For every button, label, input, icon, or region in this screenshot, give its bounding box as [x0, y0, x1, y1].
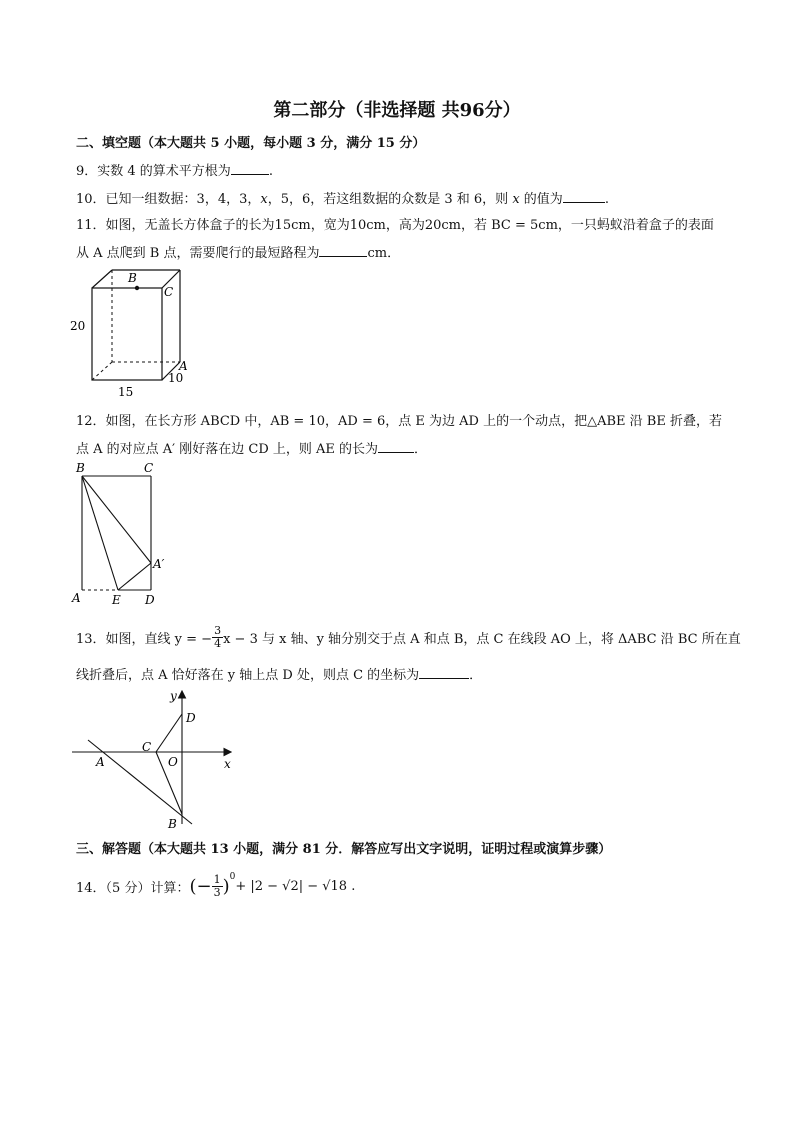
- label-c: C: [164, 285, 174, 299]
- answer-blank-12[interactable]: [378, 440, 414, 453]
- label-o: O: [168, 755, 178, 769]
- label-a-prime: A′: [153, 557, 165, 571]
- label-d: D: [186, 711, 196, 725]
- question-13-line1: [76, 622, 741, 652]
- q14-right-paren: ): [222, 875, 230, 897]
- question-11-line2: [76, 242, 400, 261]
- q14-left-paren: (−: [189, 875, 212, 897]
- q12-end: ．: [414, 442, 428, 457]
- question-11-line1: 11．如图，无盖长方体盒子的长为15cm，宽为10cm，高为20cm，若 BC = 5cm，一只蚂蚁沿着盒子的表面: [76, 218, 714, 233]
- label-x: x: [224, 757, 231, 771]
- frac-numerator: 3: [214, 623, 222, 637]
- label-a: A: [72, 591, 81, 605]
- question-10: [76, 188, 609, 207]
- q13-line1-b: x − 3 与 x 轴、y 轴分别交于点 A 和点 B，点 C 在线段 AO 上，将 ΔABC 沿 BC 所在直: [223, 631, 741, 647]
- point-b-dot: [135, 286, 139, 290]
- section-solve-heading: 三、解答题（本大题共 13 小题，满分 81 分．解答应写出文字说明，证明过程或演算步骤）: [76, 842, 612, 857]
- q10-part-b: ，5，6，若这组数据的众数是 3 和 6，则: [267, 192, 513, 207]
- label-c: C: [144, 461, 154, 475]
- label-y: y: [170, 689, 177, 703]
- label-b: B: [168, 817, 177, 830]
- q14-expression: + |2 − √2| − √18 .: [235, 878, 356, 894]
- q10-var-x-2: x: [512, 192, 520, 207]
- figure-box: [66, 262, 206, 398]
- answer-blank-9[interactable]: [231, 162, 269, 175]
- fraction-one-third: [212, 874, 223, 899]
- question-13-line2: [76, 664, 482, 683]
- box-front-face: [92, 288, 162, 380]
- question-9-end: .: [268, 164, 273, 179]
- label-d: D: [145, 593, 155, 607]
- q12-line2-text: 点 A 的对应点 A′ 刚好落在边 CD 上，则 AE 的长为: [76, 442, 379, 457]
- q14-exponent: 0: [229, 872, 236, 882]
- q13-line1-a: 13．如图，直线 y = −: [76, 631, 213, 647]
- question-9-text: 9．实数 4 的算术平方根为: [76, 164, 231, 179]
- label-a: A: [179, 359, 188, 373]
- label-e: E: [112, 593, 121, 607]
- label-b: B: [76, 461, 85, 475]
- fraction-three-fourths: [212, 625, 223, 650]
- q11-unit: cm．: [367, 246, 401, 261]
- q13-line2-text: 线折叠后，点 A 恰好落在 y 轴上点 D 处，则点 C 的坐标为: [76, 668, 420, 683]
- answer-blank-13[interactable]: [419, 666, 469, 679]
- frac-numerator: 1: [213, 872, 221, 886]
- label-height: 20: [70, 319, 86, 333]
- label-width: 10: [168, 371, 184, 385]
- label-length: 15: [118, 385, 134, 398]
- page-title: 第二部分（非选择题 共96分）: [273, 100, 521, 121]
- q10-var-x: x: [260, 192, 268, 207]
- figure-coordinate: [66, 684, 246, 830]
- answer-blank-11[interactable]: [319, 244, 367, 257]
- section-fill-in-heading: 二、填空题（本大题共 5 小题，每小题 3 分，满分 15 分）: [76, 136, 426, 151]
- frac-denominator: 4: [214, 636, 222, 650]
- question-12-line1: 12．如图，在长方形 ABCD 中，AB = 10，AD = 6，点 E 为边 AD 上的一个动点，把△ABE 沿 BE 折叠，若: [76, 414, 722, 429]
- question-12-line2: [76, 438, 427, 457]
- q13-end: ．: [469, 668, 483, 683]
- label-a: A: [96, 755, 105, 769]
- question-14: [76, 868, 355, 904]
- answer-blank-10[interactable]: [563, 190, 605, 203]
- question-9: [76, 160, 273, 179]
- figure-rectangle: [66, 460, 186, 608]
- q10-part-a: 10．已知一组数据：3，4，3，: [76, 192, 261, 207]
- label-b: B: [128, 271, 137, 285]
- q10-end: .: [604, 192, 609, 207]
- q10-part-c: 的值为: [519, 192, 563, 207]
- q14-label: 14．（5 分）计算：: [76, 880, 190, 896]
- line-ab: [88, 740, 192, 824]
- label-c: C: [142, 740, 152, 754]
- q11-line2-text: 从 A 点爬到 B 点，需要爬行的最短路程为: [76, 246, 320, 261]
- frac-denominator: 3: [213, 885, 221, 899]
